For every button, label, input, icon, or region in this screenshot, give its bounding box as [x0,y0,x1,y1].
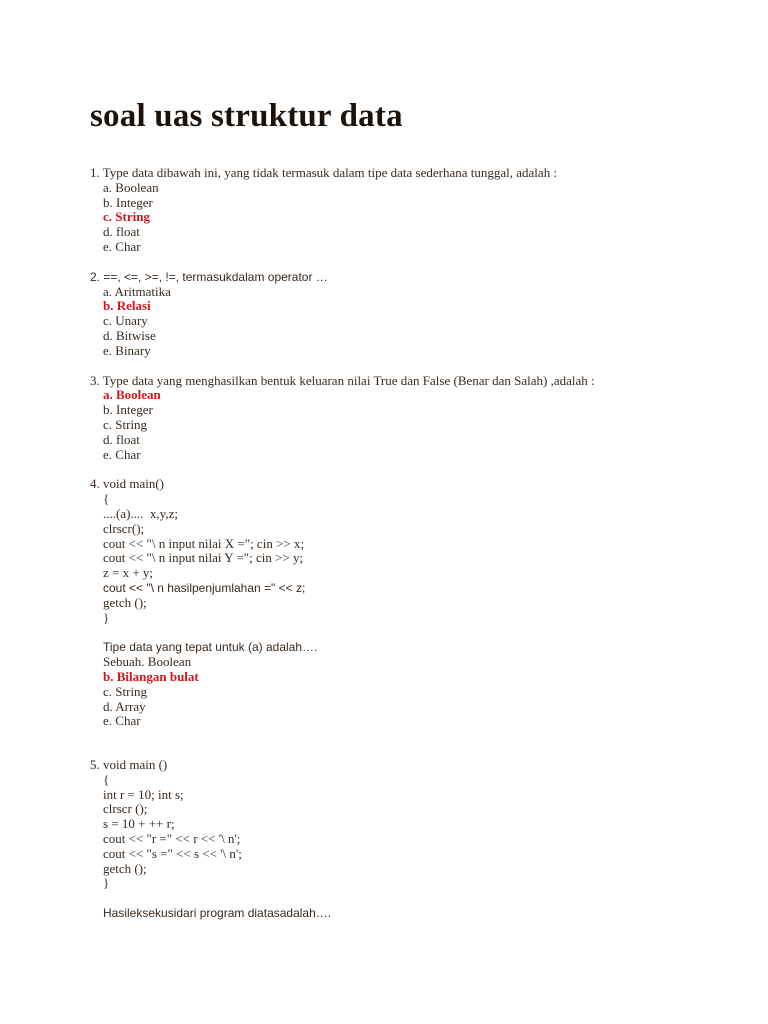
code-line: ....(a).... x,y,z; [103,505,178,521]
code-line: clrscr(); [103,520,145,536]
code-line: clrscr (); [103,801,148,817]
correct-answer: b. Bilangan bulat [103,668,199,684]
question-3-text: 3. Type data yang menghasilkan bentuk keluaran nilai True dan False (Benar dan Salah) ,adalah : [90,372,595,388]
code-line: } [103,609,110,625]
code-line: s = 10 + ++ r; [103,816,175,832]
code-line: cout << "s =" << s << '\ n'; [103,845,242,861]
question-2 [90,270,730,359]
option-d: d. Array [103,698,146,714]
code-line: cout << "r =" << r << '\ n'; [103,831,241,847]
question-2-text: 2. ==, <=, >=, !=, termasukdalam operator … [90,269,328,284]
option-c: c. String [103,683,148,699]
option-e: e. Char [103,446,141,462]
document-body [90,166,730,921]
code-line: 5. void main () [90,757,168,773]
option-e: e. Char [103,713,141,729]
code-line: z = x + y; [103,565,154,581]
option-c: c. Unary [103,313,148,329]
code-line: { [103,771,110,787]
question-5 [90,758,730,921]
option-b: b. Integer [103,194,153,210]
correct-answer: c. String [103,209,150,225]
code-line: cout << "\ n input nilai Y ="; cin >> y; [103,550,304,566]
code-line: cout << "\ n input nilai X ="; cin >> x; [103,535,305,551]
question-5-text: Hasileksekusidari program diatasadalah…. [103,906,332,921]
option-a: a. Boolean [103,179,159,195]
correct-answer: b. Relasi [103,298,151,314]
question-4 [90,477,730,729]
code-line: cout << "\ n hasilpenjumlahan =" << z; [103,580,306,595]
option-a: a. Aritmatika [103,283,171,299]
question-3 [90,374,730,463]
page-title: soal uas struktur data [90,98,403,134]
option-a: Sebuah. Boolean [103,654,192,670]
code-line: 4. void main() [90,476,165,492]
code-line: { [103,491,110,507]
question-1 [90,166,730,255]
question-4-text: Tipe data yang tepat untuk (a) adalah…. [103,640,318,655]
option-b: b. Integer [103,402,153,418]
option-e: e. Char [103,238,141,254]
option-d: d. float [103,431,140,447]
option-e: e. Binary [103,342,151,358]
code-line: } [103,875,110,891]
option-d: d. Bitwise [103,327,156,343]
code-line: int r = 10; int s; [103,786,184,802]
option-d: d. float [103,224,140,240]
code-line: getch (); [103,860,147,876]
question-1-text: 1. Type data dibawah ini, yang tidak termasuk dalam tipe data sederhana tunggal, adalah : [90,165,558,180]
code-line: getch (); [103,594,147,610]
option-c: c. String [103,416,148,432]
correct-answer: a. Boolean [103,387,161,403]
